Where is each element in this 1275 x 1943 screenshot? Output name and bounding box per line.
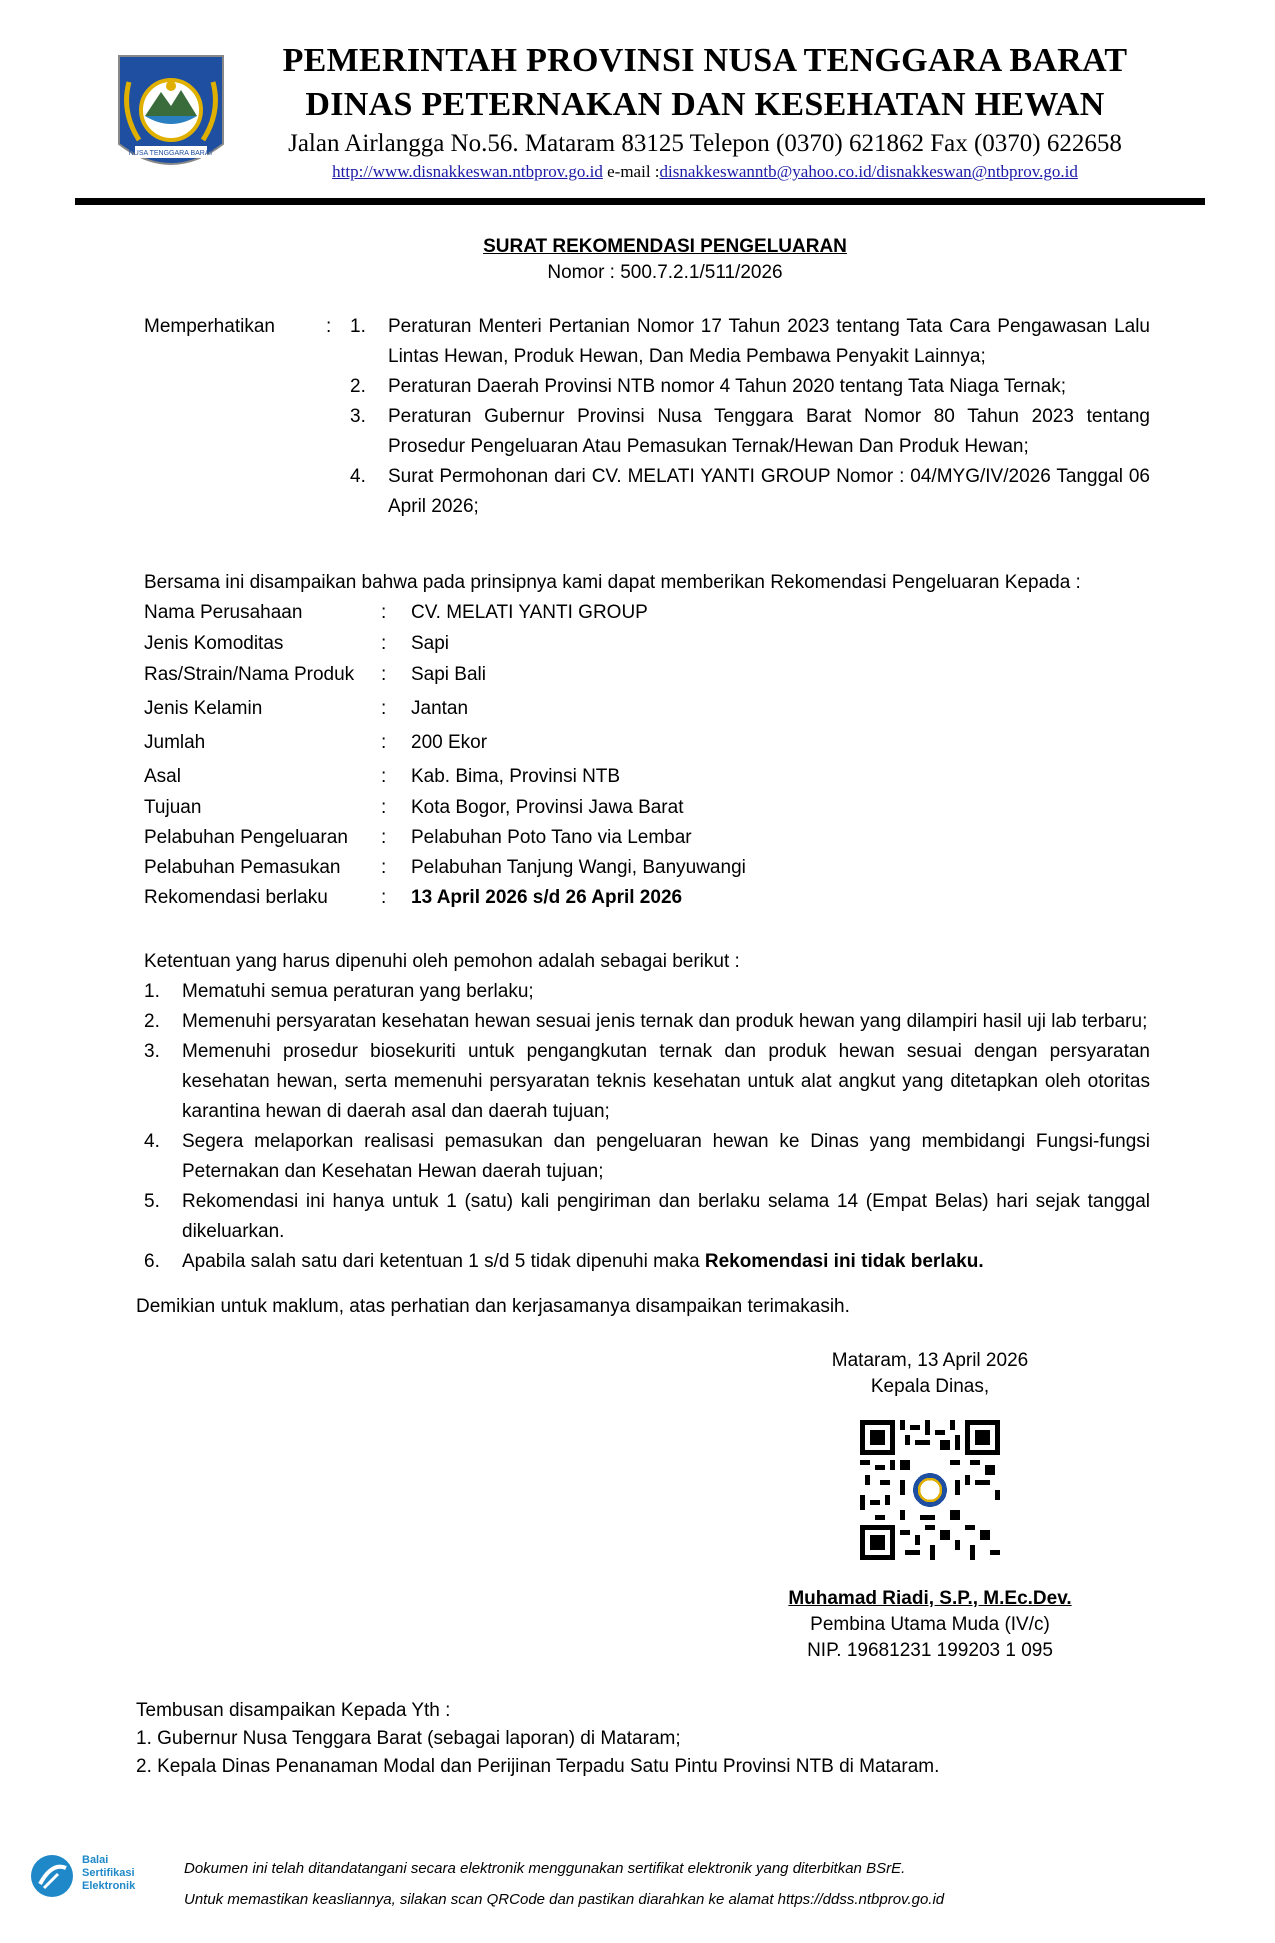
letter-number: Nomor : 500.7.2.1/511/2026 [547,262,783,283]
signatory-rank: Pembina Utama Muda (IV/c) [810,1614,1050,1635]
detail-value-exit-port: Pelabuhan Poto Tano via Lembar [411,827,692,848]
detail-label-entry-port: Pelabuhan Pemasukan [144,857,341,878]
cc-item-1: 1. Gubernur Nusa Tenggara Barat (sebagai laporan) di Mataram; [136,1728,681,1749]
detail-value-validity: 13 April 2026 s/d 26 April 2026 [411,887,683,908]
detail-value-commodity: Sapi [411,633,450,654]
detail-value-quantity: 200 Ekor [411,732,488,753]
signatory-nip: NIP. 19681231 199203 1 095 [807,1640,1053,1661]
detail-colon: : [381,698,387,719]
detail-colon: : [381,766,387,787]
considering-num-1: 1. [350,316,366,337]
header-contact [270,162,1140,182]
considering-num-3: 3. [350,406,366,427]
detail-value-destination: Kota Bogor, Provinsi Jawa Barat [411,797,684,818]
term-4-line1: Segera melaporkan realisasi pemasukan dan pengeluaran hewan ke Dinas yang membidangi Fungsi-fungsi [182,1131,1150,1152]
cc-heading: Tembusan disampaikan Kepada Yth : [136,1700,451,1721]
footer-note-signature: Dokumen ini telah ditandatangani secara elektronik menggunakan sertifikat elektronik yang diterbitkan BSrE. [184,1860,906,1877]
footer-note-verify: Untuk memastikan keasliannya, silakan scan QRCode dan pastikan diarahkan ke alamat https://ddss.ntbprov.go.id [184,1891,945,1908]
term-5-line2: dikeluarkan. [182,1221,285,1242]
closing-text: Demikian untuk maklum, atas perhatian dan kerjasamanya disampaikan terimakasih. [136,1296,850,1317]
term-4-line2: Peternakan dan Kesehatan Hewan daerah tujuan; [182,1161,604,1182]
detail-label-validity: Rekomendasi berlaku [144,887,328,908]
term-num-5: 5. [144,1191,160,1212]
header-address: Jalan Airlangga No.56. Mataram 83125 Telepon (0370) 621862 Fax (0370) 622658 [288,130,1122,157]
detail-label-destination: Tujuan [144,797,202,818]
considering-item-1-line2: Lintas Hewan, Produk Hewan, Dan Media Pembawa Penyakit Lainnya; [388,346,986,367]
detail-value-sex: Jantan [411,698,469,719]
detail-colon: : [381,797,387,818]
sign-place-date: Mataram, 13 April 2026 [831,1350,1029,1371]
considering-item-4-line2: April 2026; [388,496,479,517]
detail-label-commodity: Jenis Komoditas [144,633,284,654]
detail-value-company: CV. MELATI YANTI GROUP [411,602,648,623]
term-2-line1: Memenuhi persyaratan kesehatan hewan sesuai jenis ternak dan produk hewan yang dilampiri hasil uji lab terbaru; [182,1011,1148,1032]
detail-label-exit-port: Pelabuhan Pengeluaran [144,827,348,848]
detail-label-company: Nama Perusahaan [144,602,303,623]
cc-item-2: 2. Kepala Dinas Penanaman Modal dan Perijinan Terpadu Satu Pintu Provinsi NTB di Mataram. [136,1756,940,1777]
detail-label-origin: Asal [144,766,181,787]
term-6-bold: Rekomendasi ini tidak berlaku. [704,1251,984,1272]
considering-item-2-line1: Peraturan Daerah Provinsi NTB nomor 4 Tahun 2020 tentang Tata Niaga Ternak; [388,376,1067,397]
bsre-logo [28,1852,158,1902]
term-num-3: 3. [144,1041,160,1062]
term-5-line1: Rekomendasi ini hanya untuk 1 (satu) kali pengiriman dan berlaku selama 14 (Empat Belas) hari sejak tanggal [182,1191,1150,1212]
detail-colon: : [381,827,387,848]
terms-heading: Ketentuan yang harus dipenuhi oleh pemohon adalah sebagai berikut : [144,951,740,972]
term-num-1: 1. [144,981,160,1002]
term-1-line1: Mematuhi semua peraturan yang berlaku; [182,981,534,1002]
term-num-4: 4. [144,1131,160,1152]
considering-num-4: 4. [350,466,366,487]
detail-colon: : [381,857,387,878]
considering-item-3-line1: Peraturan Gubernur Provinsi Nusa Tenggara Barat Nomor 80 Tahun 2023 tentang [388,406,1150,427]
bsre-text-2: Sertifikasi [82,1867,135,1879]
detail-label-sex: Jenis Kelamin [144,698,263,719]
considering-num-2: 2. [350,376,366,397]
term-3-line2: kesehatan hewan, serta memenuhi persyaratan teknis kesehatan untuk alat angkut yang ditetapkan oleh otoritas [182,1071,1150,1092]
detail-value-origin: Kab. Bima, Provinsi NTB [411,766,621,787]
intro-text: Bersama ini disampaikan bahwa pada prinsipnya kami dapat memberikan Rekomendasi Pengeluaran Kepada : [144,572,1081,593]
term-num-2: 2. [144,1011,160,1032]
detail-colon: : [381,732,387,753]
detail-label-quantity: Jumlah [144,732,206,753]
province-logo [115,52,227,184]
term-3-line1: Memenuhi prosedur biosekuriti untuk pengangkutan ternak dan produk hewan sesuai dengan persyaratan [182,1041,1150,1062]
website-link[interactable]: http://www.disnakkeswan.ntbprov.go.id [332,162,603,181]
term-6-text: Apabila salah satu dari ketentuan 1 s/d 5 tidak dipenuhi maka [182,1251,705,1272]
letter-title: SURAT REKOMENDASI PENGELUARAN [483,236,847,257]
header-agency: DINAS PETERNAKAN DAN KESEHATAN HEWAN [305,86,1105,123]
bsre-text-3: Elektronik [82,1880,136,1892]
considering-colon: : [326,316,332,337]
detail-label-breed: Ras/Strain/Nama Produk [144,664,355,685]
letterhead-divider [75,198,1205,205]
term-num-6: 6. [144,1251,160,1272]
header-government: PEMERINTAH PROVINSI NUSA TENGGARA BARAT [282,42,1128,79]
detail-colon: : [381,602,387,623]
logo-text: NUSA TENGGARA BARAT [128,150,214,157]
term-3-line3: karantina hewan di daerah asal dan daerah tujuan; [182,1101,610,1122]
bsre-text-1: Balai [82,1854,109,1866]
considering-item-1-line1: Peraturan Menteri Pertanian Nomor 17 Tahun 2023 tentang Tata Cara Pengawasan Lalu [388,316,1150,337]
email-link[interactable]: disnakkeswanntb@yahoo.co.id/disnakkeswan@ntbprov.go.id [659,162,1078,181]
email-label: e-mail : [607,162,660,181]
term-6-line1 [182,1251,984,1273]
considering-label: Memperhatikan [144,316,275,337]
considering-item-4-line1: Surat Permohonan dari CV. MELATI YANTI GROUP Nomor : 04/MYG/IV/2026 Tanggal 06 [388,466,1150,487]
detail-value-entry-port: Pelabuhan Tanjung Wangi, Banyuwangi [411,857,746,878]
considering-item-3-line2: Prosedur Pengeluaran Atau Pemasukan Ternak/Hewan Dan Produk Hewan; [388,436,1029,457]
signatory-name: Muhamad Riadi, S.P., M.Ec.Dev. [788,1588,1072,1609]
detail-colon: : [381,887,387,908]
detail-colon: : [381,664,387,685]
sign-position: Kepala Dinas, [870,1376,990,1397]
detail-colon: : [381,633,387,654]
verification-qr-code[interactable] [860,1420,1000,1560]
detail-value-breed: Sapi Bali [411,664,486,685]
